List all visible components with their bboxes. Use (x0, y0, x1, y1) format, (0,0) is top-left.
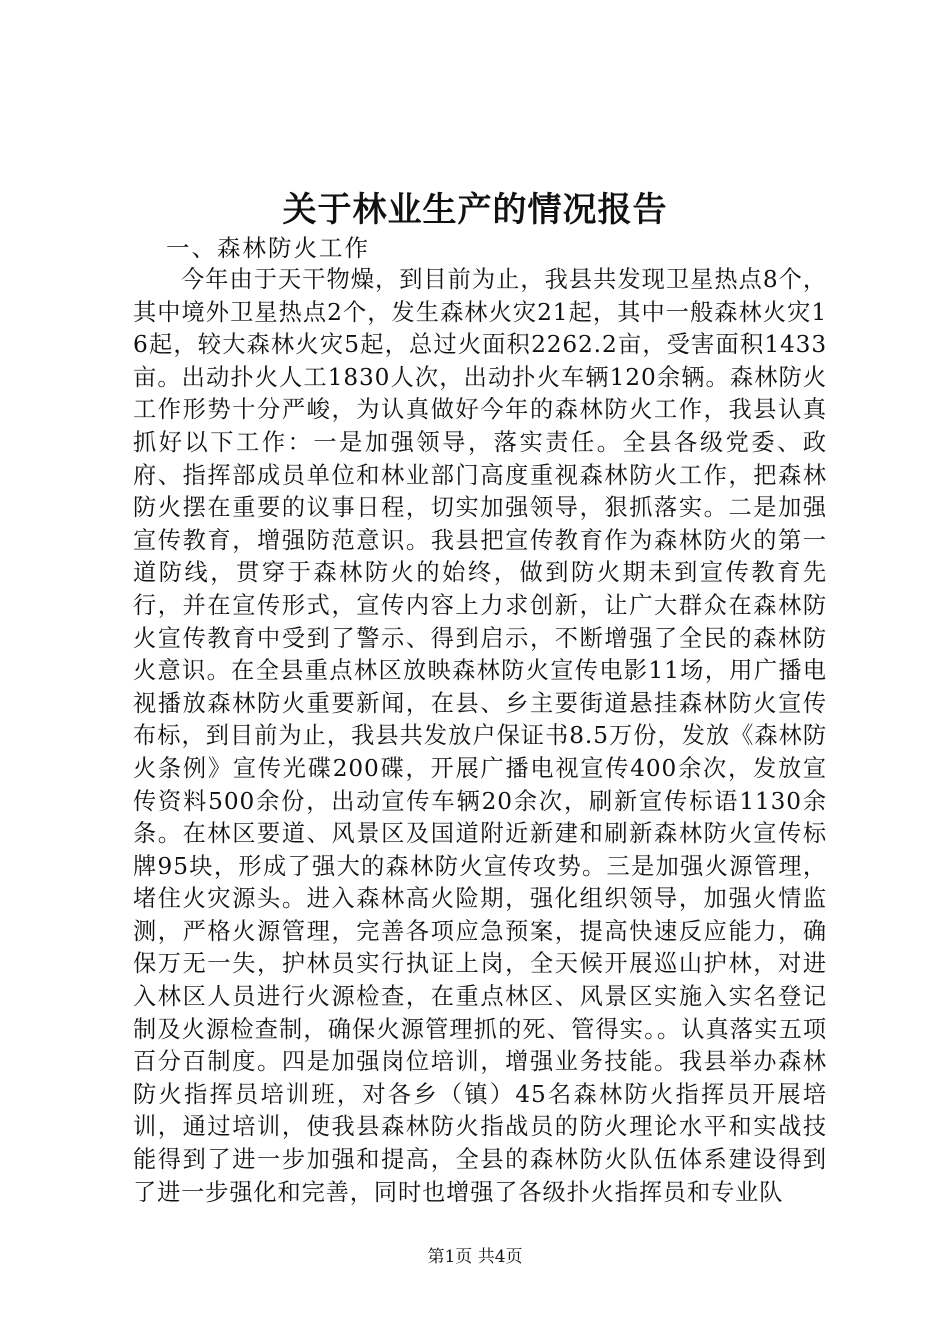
document-title: 关于林业生产的情况报告 (282, 190, 668, 230)
body-paragraph: 今年由于天干物燥，到目前为止，我县共发现卫星热点8个，其中境外卫星热点2个，发生森林火灾21起，其中一般森林火灾16起，较大森林火灾5起，总过火面积2262.2亩，受害面积1433亩。出动扑火人工1830人次，出动扑火车辆120余辆。森林防火工作形势十分严峻，为认真做好今年的森林防火工作，我县认真抓好以下工作：一是加强领导，落实责任。全县各级党委、政府、指挥部成员单位和林业部门高度重视森林防火工作，把森林防火摆在重要的议事日程，切实加强领导，狠抓落实。二是加强宣传教育，增强防范意识。我县把宣传教育作为森林防火的第一道防线，贯穿于森林防火的始终，做到防火期未到宣传教育先行，并在宣传形式，宣传内容上力求创新，让广大群众在森林防火宣传教育中受到了警示、得到启示，不断增强了全民的森林防火意识。在全县重点林区放映森林防火宣传电影11场，用广播电视播放森林防火重要新闻，在县、乡主要街道悬挂森林防火宣传布标，到目前为止，我县共发放户保证书8.5万份，发放《森林防火条例》宣传光碟200碟，开展广播电视宣传400余次，发放宣传资料500余份，出动宣传车辆20余次，刷新宣传标语1130余条。在林区要道、风景区及国道附近新建和刷新森林防火宣传标牌95块，形成了强大的森林防火宣传攻势。三是加强火源管理，堵住火灾源头。进入森林高火险期，强化组织领导，加强火情监测，严格火源管理，完善各项应急预案，提高快速反应能力，确保万无一失，护林员实行执证上岗，全天候开展巡山护林，对进入林区人员进行火源检查，在重点林区、风景区实施入实名登记制及火源检查制，确保火源管理抓的死、管得实。。认真落实五项百分百制度。四是加强岗位培训，增强业务技能。我县举办森林防火指挥员培训班，对各乡（镇）45名森林防火指挥员开展培训，通过培训，使我县森林防火指战员的防火理论水平和实战技能得到了进一步加强和提高，全县的森林防火队伍体系建设得到了进一步强化和完善，同时也增强了各级扑火指挥员和专业队 (133, 266, 827, 1206)
page-footer: 第1页 共4页 (427, 1247, 523, 1267)
section-heading: 一、森林防火工作 (166, 234, 370, 262)
